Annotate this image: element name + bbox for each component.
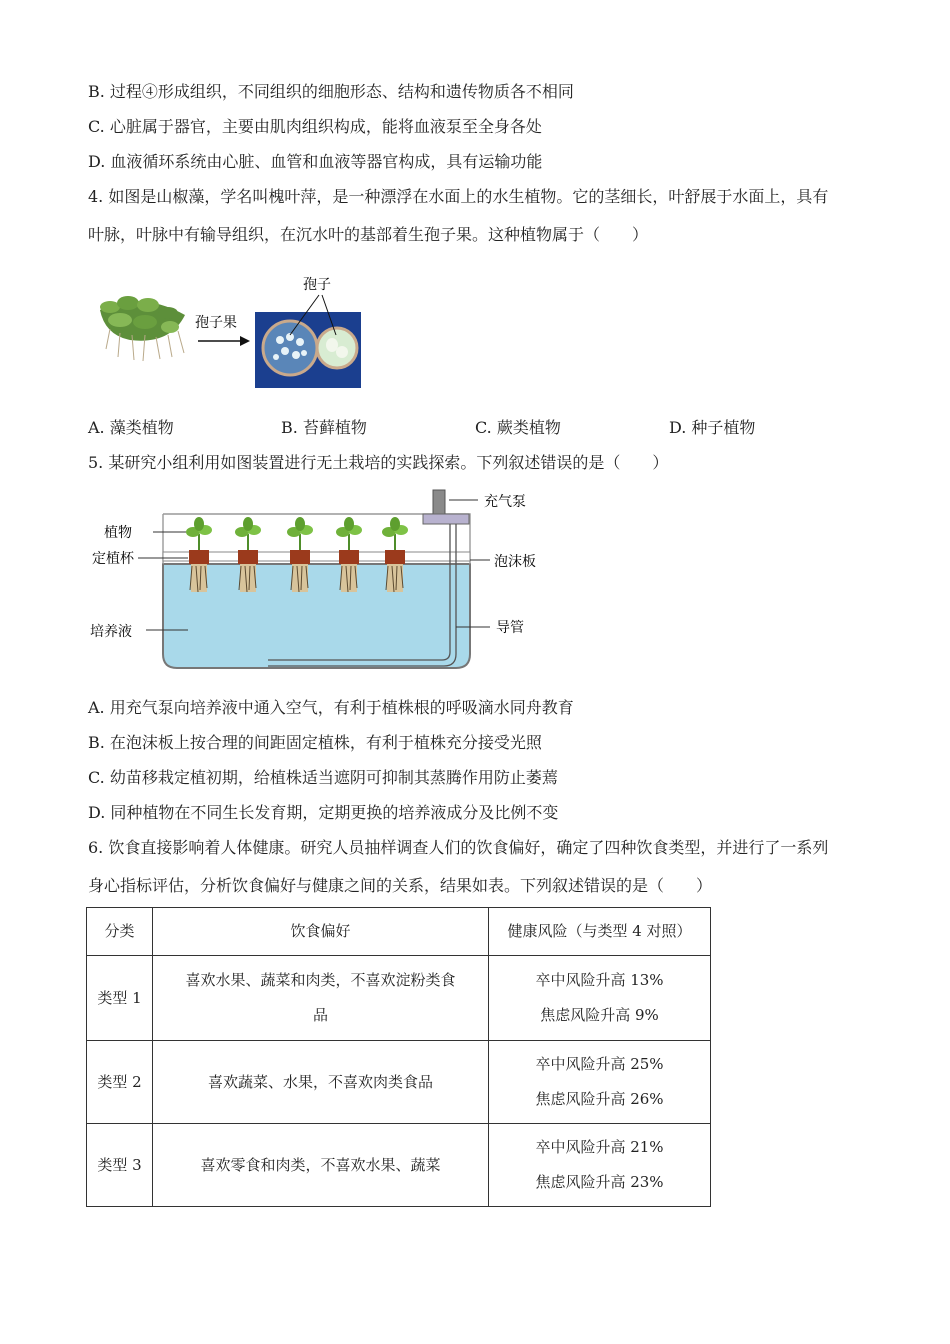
q4-option-a: A. 藻类植物 <box>88 418 174 437</box>
q5-option-c: C. 幼苗移栽定植初期，给植株适当遮阴可抑制其蒸腾作用防止萎蔫 <box>88 768 558 787</box>
q4-stem-line2: 叶脉，叶脉中有输导组织，在沉水叶的基部着生孢子果。这种植物属于（ ） <box>88 225 649 244</box>
table-row <box>87 1124 711 1207</box>
anxiety-risk: 焦虑风险升高 26% <box>535 1090 664 1108</box>
q5-option-a: A. 用充气泵向培养液中通入空气，有利于植株根的呼吸滴水同舟教育 <box>88 698 574 717</box>
row-type: 类型 1 <box>87 956 153 1041</box>
arrow-head-icon <box>240 336 250 346</box>
q4-stem-line1: 4. 如图是山椒藻，学名叫槐叶萍，是一种漂浮在水面上的水生植物。它的茎细长，叶舒展于水面上，具有 <box>88 187 829 206</box>
label-tube: 导管 <box>496 620 524 636</box>
foam-board <box>163 552 470 561</box>
table-header-row <box>87 908 711 956</box>
label-air-pump: 充气泵 <box>484 494 526 510</box>
header-category: 分类 <box>87 908 153 956</box>
salvinia-plant-image <box>100 296 185 361</box>
air-pump-icon <box>433 490 445 516</box>
label-sporocarp: 孢子果 <box>195 315 237 331</box>
q6-stem-line1: 6. 饮食直接影响着人体健康。研究人员抽样调查人们的饮食偏好，确定了四种饮食类型，并进行了一系列 <box>88 838 829 857</box>
row-preference-line: 喜欢水果、蔬菜和肉类，不喜欢淀粉类食 <box>185 971 456 989</box>
q3-option-b: B. 过程④形成组织，不同组织的细胞形态、结构和遗传物质各不相同 <box>88 82 574 101</box>
stroke-risk: 卒中风险升高 13% <box>535 971 664 989</box>
q4-figure <box>90 265 380 395</box>
row-type: 类型 2 <box>87 1041 153 1124</box>
stroke-risk: 卒中风险升高 21% <box>535 1138 664 1156</box>
q5-figure <box>88 482 558 672</box>
label-cup: 定植杯 <box>92 551 134 567</box>
label-plant: 植物 <box>104 525 132 541</box>
table-row <box>87 1041 711 1124</box>
label-spore: 孢子 <box>303 277 331 293</box>
row-preference: 喜欢零食和肉类，不喜欢水果、蔬菜 <box>153 1124 489 1207</box>
q5-stem: 5. 某研究小组利用如图装置进行无土栽培的实践探索。下列叙述错误的是（ ） <box>88 453 669 472</box>
q3-option-c: C. 心脏属于器官，主要由肌肉组织构成，能将血液泵至全身各处 <box>88 117 542 136</box>
row-risk <box>489 956 711 1041</box>
q4-option-c: C. 蕨类植物 <box>475 418 561 437</box>
row-risk <box>489 1041 711 1124</box>
q4-option-b: B. 苔藓植物 <box>281 418 367 437</box>
q5-option-b: B. 在泡沫板上按合理的间距固定植株，有利于植株充分接受光照 <box>88 733 542 752</box>
row-type: 类型 3 <box>87 1124 153 1207</box>
q5-option-d: D. 同种植物在不同生长发育期，定期更换的培养液成分及比例不变 <box>88 803 559 822</box>
header-diet-preference: 饮食偏好 <box>153 908 489 956</box>
q4-option-d: D. 种子植物 <box>669 418 756 437</box>
q6-stem-line2: 身心指标评估，分析饮食偏好与健康之间的关系，结果如表。下列叙述错误的是（ ） <box>88 876 713 895</box>
fern-illustration <box>90 265 380 395</box>
table-row <box>87 956 711 1041</box>
row-risk <box>489 1124 711 1207</box>
row-preference: 喜欢蔬菜、水果，不喜欢肉类食品 <box>153 1041 489 1124</box>
diet-risk-table <box>86 907 711 1207</box>
hydroponics-apparatus <box>88 482 558 672</box>
stroke-risk: 卒中风险升高 25% <box>535 1055 664 1073</box>
row-preference-line: 品 <box>312 1006 328 1024</box>
label-solution: 培养液 <box>90 624 132 640</box>
row-preference <box>153 956 489 1041</box>
nutrient-solution-tank <box>163 564 470 668</box>
anxiety-risk: 焦虑风险升高 9% <box>540 1006 659 1024</box>
label-foam-board: 泡沫板 <box>494 554 536 570</box>
q3-option-d: D. 血液循环系统由心脏、血管和血液等器官构成，具有运输功能 <box>88 152 543 171</box>
anxiety-risk: 焦虑风险升高 23% <box>535 1173 664 1191</box>
header-health-risk: 健康风险（与类型 4 对照） <box>489 908 711 956</box>
